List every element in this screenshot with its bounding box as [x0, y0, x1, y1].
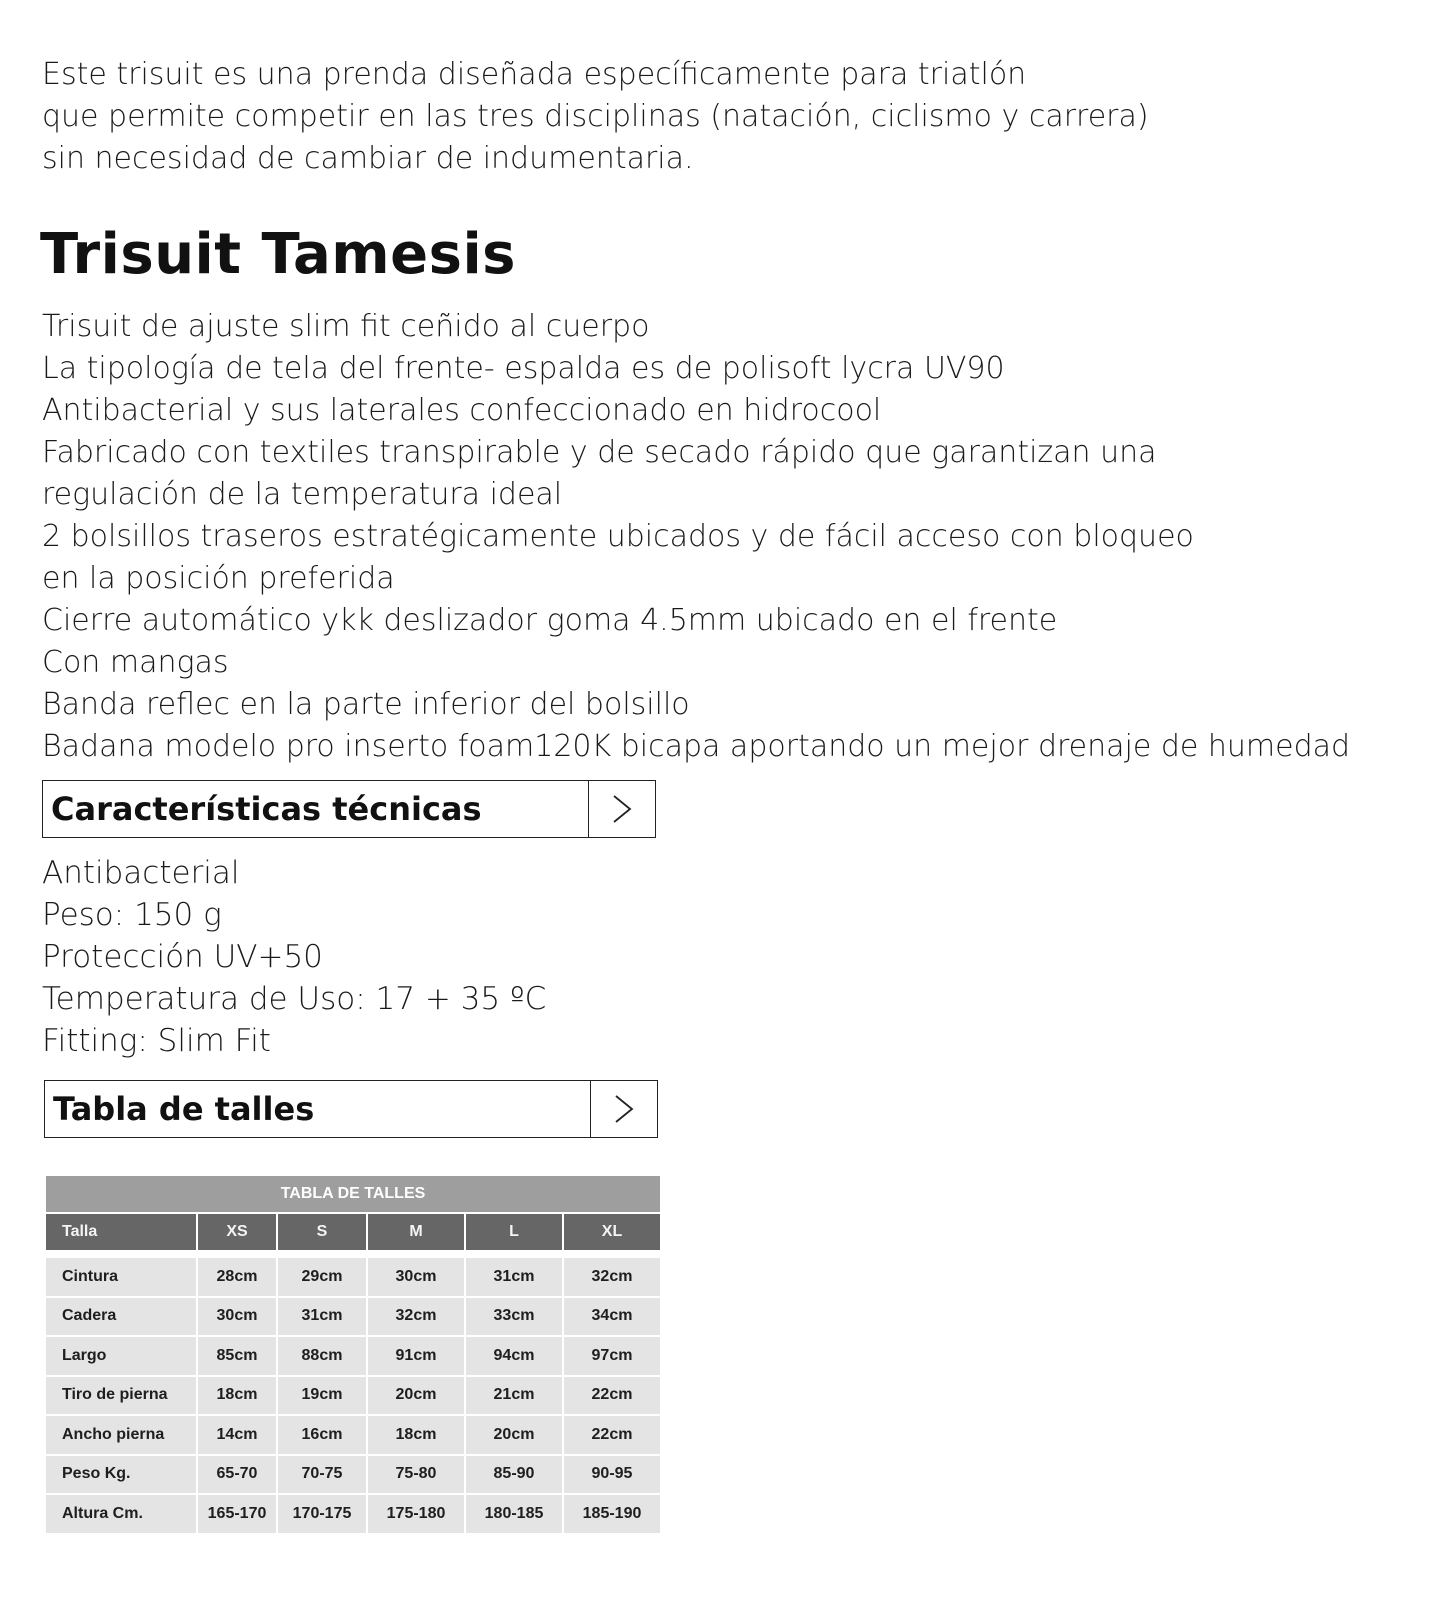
size-chart-accordion[interactable] — [44, 1080, 658, 1138]
table-cell: Cintura — [46, 1258, 198, 1296]
table-cell: 94cm — [466, 1337, 564, 1375]
table-cell: 20cm — [466, 1416, 564, 1454]
table-cell: 32cm — [591, 1267, 633, 1285]
table-cell: 175-180 — [368, 1495, 466, 1533]
column-header: XL — [601, 1223, 623, 1240]
table-row — [46, 1298, 660, 1338]
table-cell: 29cm — [278, 1258, 368, 1296]
table-cell: 165-170 — [198, 1495, 278, 1533]
table-cell: 32cm — [368, 1298, 466, 1336]
table-spacer — [46, 1250, 660, 1258]
table-cell: Largo — [46, 1337, 198, 1375]
chevron-right-icon — [611, 794, 633, 824]
spec-line: Protección UV+50 — [42, 939, 323, 975]
column-header: M — [368, 1214, 466, 1250]
table-cell: 85cm — [198, 1337, 278, 1375]
feature-line: 2 bolsillos traseros estratégicamente ubicados y de fácil acceso con bloqueo — [42, 519, 1194, 554]
column-header: L — [466, 1214, 564, 1250]
table-cell: 22cm — [591, 1425, 633, 1443]
table-cell: 33cm — [466, 1298, 564, 1336]
table-cell: 170-175 — [278, 1495, 368, 1533]
size-table — [46, 1176, 660, 1535]
table-cell: Cadera — [46, 1298, 198, 1336]
spec-list — [42, 852, 546, 1062]
table-cell: 30cm — [198, 1298, 278, 1336]
column-header: XS — [198, 1214, 278, 1250]
product-title: Trisuit Tamesis — [40, 222, 516, 287]
spec-line: Peso: 150 g — [42, 897, 222, 933]
table-row — [46, 1495, 660, 1535]
table-cell: 18cm — [198, 1377, 278, 1415]
table-cell: 28cm — [198, 1258, 278, 1296]
size-chart-toggle[interactable] — [590, 1081, 657, 1137]
intro-line: sin necesidad de cambiar de indumentaria. — [42, 141, 694, 176]
feature-line: Antibacterial y sus laterales confeccionado en hidrocool — [42, 393, 882, 428]
intro-line: Este trisuit es una prenda diseñada específicamente para triatlón — [42, 57, 1027, 92]
column-header: S — [278, 1214, 368, 1250]
table-cell: 85-90 — [466, 1456, 564, 1494]
technical-specs-toggle[interactable] — [588, 781, 655, 837]
spec-line: Temperatura de Uso: 17 + 35 ºC — [42, 981, 547, 1017]
table-row — [46, 1377, 660, 1417]
size-table-title: TABLA DE TALLES — [46, 1176, 660, 1212]
table-cell: Tiro de pierna — [46, 1377, 198, 1415]
table-cell: 16cm — [278, 1416, 368, 1454]
table-cell: 22cm — [591, 1386, 633, 1404]
table-cell: Peso Kg. — [46, 1456, 198, 1494]
feature-line: Con mangas — [42, 645, 229, 680]
feature-list — [42, 306, 1422, 768]
feature-line: Trisuit de ajuste slim fit ceñido al cuerpo — [42, 309, 650, 344]
table-cell: 19cm — [278, 1377, 368, 1415]
table-cell: 18cm — [368, 1416, 466, 1454]
feature-line: en la posición preferida — [42, 561, 395, 596]
table-row — [46, 1258, 660, 1298]
table-row — [46, 1337, 660, 1377]
table-cell: 20cm — [368, 1377, 466, 1415]
size-chart-label: Tabla de talles — [53, 1090, 315, 1128]
table-cell: Ancho pierna — [46, 1416, 198, 1454]
column-header: Talla — [46, 1214, 198, 1250]
table-cell: 88cm — [278, 1337, 368, 1375]
feature-line: Banda reflec en la parte inferior del bolsillo — [42, 687, 690, 722]
table-cell: 34cm — [591, 1307, 633, 1325]
feature-line: Fabricado con textiles transpirable y de secado rápido que garantizan una — [42, 435, 1157, 470]
feature-line: La tipología de tela del frente- espalda es de polisoft lycra UV90 — [42, 351, 1005, 386]
spec-line: Fitting: Slim Fit — [42, 1023, 271, 1059]
table-row — [46, 1416, 660, 1456]
table-cell: 65-70 — [198, 1456, 278, 1494]
size-table-header — [46, 1212, 660, 1250]
feature-line: regulación de la temperatura ideal — [42, 477, 563, 512]
table-cell: Altura Cm. — [46, 1495, 198, 1533]
table-cell: 185-190 — [582, 1504, 642, 1522]
table-cell: 91cm — [368, 1337, 466, 1375]
technical-specs-accordion[interactable] — [42, 780, 656, 838]
intro-text — [42, 54, 1402, 180]
table-cell: 31cm — [466, 1258, 564, 1296]
table-cell: 90-95 — [591, 1465, 633, 1483]
table-row — [46, 1456, 660, 1496]
table-cell: 97cm — [591, 1346, 633, 1364]
table-cell: 30cm — [368, 1258, 466, 1296]
table-cell: 31cm — [278, 1298, 368, 1336]
table-cell: 14cm — [198, 1416, 278, 1454]
table-cell: 70-75 — [278, 1456, 368, 1494]
chevron-right-icon — [613, 1094, 635, 1124]
feature-line: Badana modelo pro inserto foam120K bicapa aportando un mejor drenaje de humedad — [42, 729, 1351, 764]
technical-specs-label: Características técnicas — [51, 790, 482, 828]
spec-line: Antibacterial — [42, 855, 240, 891]
table-cell: 75-80 — [368, 1456, 466, 1494]
feature-line: Cierre automático ykk deslizador goma 4.5mm ubicado en el frente — [42, 603, 1058, 638]
intro-line: que permite competir en las tres disciplinas (natación, ciclismo y carrera) — [42, 99, 1149, 134]
table-cell: 21cm — [466, 1377, 564, 1415]
table-cell: 180-185 — [466, 1495, 564, 1533]
